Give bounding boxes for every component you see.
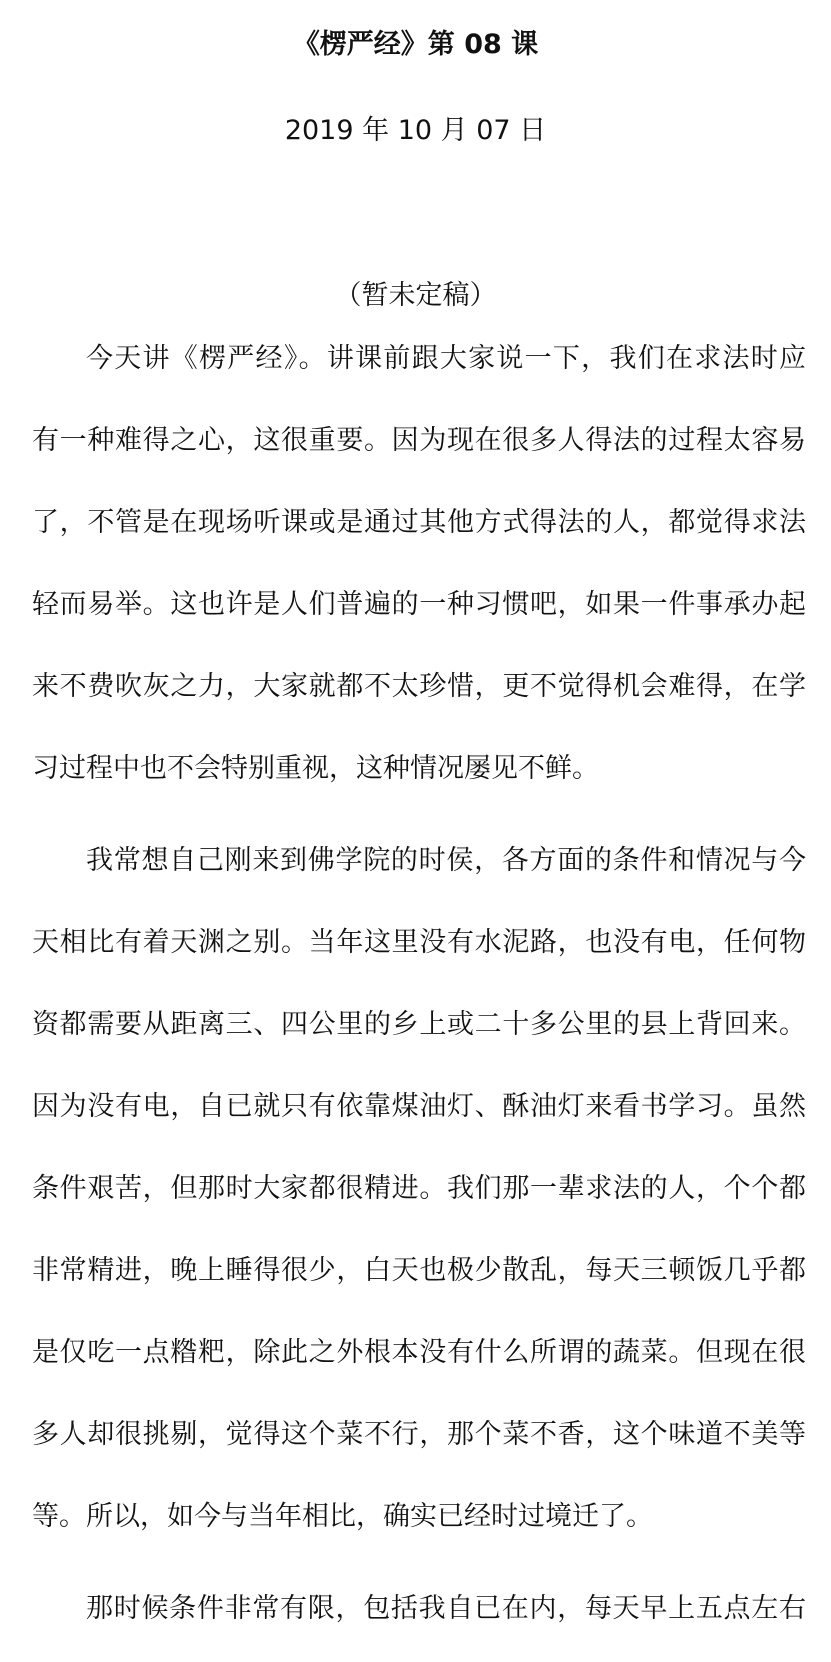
paragraph-3-line-1: 那时候条件非常有限，包括我自已在内，每天早上五点左右 <box>86 1593 806 1624</box>
document-date: 2019 年 10 月 07 日 <box>284 115 547 146</box>
paragraph-2-line-3: 资都需要从距离三、四公里的乡上或二十多公里的县上背回来。 <box>32 1009 806 1040</box>
document-title: 《楞严经》第 08 课 <box>292 29 539 60</box>
paragraph-1-line-2: 有一种难得之心，这很重要。因为现在很多人得法的过程太容易 <box>32 425 806 456</box>
paragraph-1-line-3: 了，不管是在现场听课或是通过其他方式得法的人，都觉得求法 <box>32 507 806 538</box>
paragraph-2-line-2: 天相比有着天渊之别。当年这里没有水泥路，也没有电，任何物 <box>32 927 806 958</box>
paragraph-2-line-9: 等。所以，如今与当年相比，确实已经时过境迁了。 <box>32 1501 653 1532</box>
paragraph-2-line-1: 我常想自己刚来到佛学院的时侯，各方面的条件和情况与今 <box>86 845 806 876</box>
draft-note: （暂未定稿） <box>334 280 497 311</box>
paragraph-1-line-4: 轻而易举。这也许是人们普遍的一种习惯吧，如果一件事承办起 <box>32 589 806 620</box>
paragraph-2-line-4: 因为没有电，自已就只有依靠煤油灯、酥油灯来看书学习。虽然 <box>32 1091 806 1122</box>
paragraph-1-line-5: 来不费吹灰之力，大家就都不太珍惜，更不觉得机会难得，在学 <box>32 671 806 702</box>
paragraph-1-line-1: 今天讲《楞严经》。讲课前跟大家说一下，我们在求法时应 <box>86 343 806 374</box>
paragraph-2-line-7: 是仅吃一点糌粑，除此之外根本没有什么所谓的蔬菜。但现在很 <box>32 1337 806 1368</box>
paragraph-2-line-8: 多人却很挑剔，觉得这个菜不行，那个菜不香，这个味道不美等 <box>32 1419 806 1450</box>
paragraph-1-line-6: 习过程中也不会特别重视，这种情况屡见不鲜。 <box>32 753 599 784</box>
paragraph-2-line-5: 条件艰苦，但那时大家都很精进。我们那一辈求法的人，个个都 <box>32 1173 806 1204</box>
paragraph-2-line-6: 非常精进，晚上睡得很少，白天也极少散乱，每天三顿饭几乎都 <box>32 1255 806 1286</box>
